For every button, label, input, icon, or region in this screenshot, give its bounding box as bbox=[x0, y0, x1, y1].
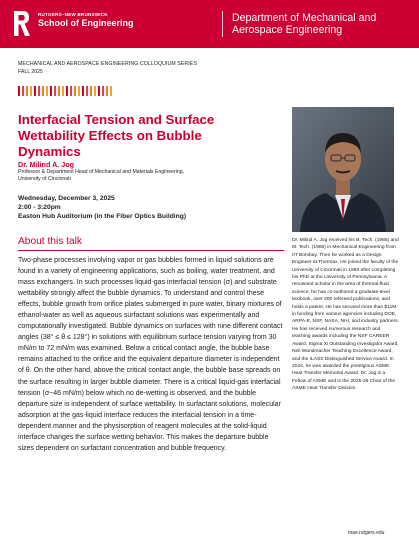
university-line: RUTGERS–NEW BRUNSWICK bbox=[38, 12, 108, 17]
school-line: School of Engineering bbox=[38, 17, 134, 28]
decor-bar bbox=[34, 86, 36, 96]
footer-url[interactable]: mae.rutgers.edu bbox=[348, 530, 385, 536]
decor-bar bbox=[98, 86, 100, 96]
event-date: Wednesday, December 3, 2025 bbox=[18, 195, 115, 202]
event-time: 2:00 - 3:20pm bbox=[18, 203, 61, 211]
decor-bar bbox=[110, 86, 112, 96]
decor-bar bbox=[62, 86, 64, 96]
department-name bbox=[232, 12, 376, 36]
decor-bar bbox=[50, 86, 52, 96]
speaker-bio: Dr. Milind A. Jog received his B. Tech. (1985) and M. Tech. (1986) in Mechanical Engineering from IIT Bombay. Then he worked as a Design Engineer at Thermax. He joined the faculty of the University of Cincinnati in 1993 after completing his PhD at the University of Pennsylvania. A renowned scholar in the area of thermal-fluid science, he has co-authored a graduate-level textbook, over 200 refereed publications, and holds a patent. He has secured more than $11M in funding from various agencies including DOE, ARPA-E, NSF, NASA, NIH, and industry partners. He has received numerous research and teaching awards including the NSF CAREER Award, Sigma Xi Outstanding Investigator Award, Neil Wandmacher Teaching Excellence Award, and the ILASS Distinguished Service Award. In 2024, he was awarded the prestigious ASME Heat Transfer Memorial Award. Dr. Jog is a Fellow of ASME and is the 2025-26 Chair of the ASME Heat Transfer Division. bbox=[292, 238, 399, 392]
about-body: Two-phase processes involving vapor or gas bubbles formed in liquid solutions are found in a variety of engineering applications, such as boiling, water treatment, and mass exchangers. In such processes liquid-gas interfacial tension (σ) and substrate wettability strongly affect the bubble dynamics. To understand and control these effects, bubble growth from orifice plates submerged in pure water, binary mixtures of ethanol-water as well as aqueous surfactant solutions was experimentally and computationally investigated. Bubble dynamics on surfaces with nine different contact angles (38° ≤ θ ≤ 128°) in solutions with equilibrium surface tension varying from 30 mN/m to 72 mN/m was examined. Below a critical contact angle, the bubble base remains attached to the orifice and the equivalent departure diameter is independent of θ. On the other hand, above the critical contact angle, the bubble base spreads on the surface resulting in larger bubble diameter. There is a critical liquid-gas interfacial tension (σ~46 mN/m) below which no de-wetting is observed, and the bubble departure size is independent of surface wettability. In surfactant solutions, molecular adsorption at the gas-liquid interface reduces the interfacial tension in a time-dependent manner and the physisorption of reagent molecules at the solid-liquid interface changes the surface wetting behavior. This makes the departure bubble sizes dependent on surfactant concentration and bubble frequency. bbox=[18, 257, 283, 452]
header-divider bbox=[222, 11, 223, 37]
header-banner bbox=[0, 0, 419, 48]
about-heading: About this talk bbox=[18, 236, 82, 247]
talk-title-line-2: Wettability Effects on Bubble bbox=[18, 128, 202, 143]
decor-bar bbox=[78, 86, 80, 96]
talk-title bbox=[18, 112, 268, 160]
decor-bar bbox=[70, 86, 72, 96]
speaker-name: Dr. Milind A. Jog bbox=[18, 160, 75, 169]
decor-bar bbox=[46, 86, 48, 96]
school-wordmark bbox=[38, 13, 134, 28]
department-line-1: Department of Mechanical and bbox=[232, 12, 377, 24]
affiliation-line-2: University of Cincinnati bbox=[18, 176, 71, 182]
decor-bar bbox=[26, 86, 28, 96]
talk-title-line-3: Dynamics bbox=[18, 144, 81, 159]
decor-bar bbox=[42, 86, 44, 96]
decor-bar bbox=[18, 86, 20, 96]
decor-bar bbox=[94, 86, 96, 96]
decor-bar bbox=[66, 86, 68, 96]
affiliation-line-1: Professor & Department Head of Mechanical and Materials Engineering, bbox=[18, 169, 185, 175]
speaker-affiliation bbox=[18, 169, 268, 183]
department-line-2: Aerospace Engineering bbox=[232, 24, 343, 36]
term-label: FALL 2025 bbox=[18, 69, 43, 75]
decor-bar bbox=[74, 86, 76, 96]
rutgers-r-logo-icon bbox=[12, 10, 32, 37]
decor-bar bbox=[86, 86, 88, 96]
colloquium-series: MECHANICAL AND AEROSPACE ENGINEERING COLLOQUIUM SERIES bbox=[18, 61, 197, 67]
about-divider bbox=[18, 250, 284, 251]
decor-bar bbox=[30, 86, 32, 96]
speaker-portrait-icon bbox=[292, 107, 394, 232]
decor-bar bbox=[54, 86, 56, 96]
event-details bbox=[18, 195, 186, 221]
event-location: Easton Hub Auditorium (in the Fiber Optics Building) bbox=[18, 212, 187, 220]
talk-title-line-1: Interfacial Tension and Surface bbox=[18, 112, 215, 127]
decor-bar bbox=[38, 86, 40, 96]
decor-bar bbox=[102, 86, 104, 96]
decorative-color-bars bbox=[18, 86, 112, 96]
decor-bar bbox=[106, 86, 108, 96]
decor-bar bbox=[58, 86, 60, 96]
decor-bar bbox=[90, 86, 92, 96]
speaker-photo bbox=[292, 107, 394, 232]
decor-bar bbox=[82, 86, 84, 96]
decor-bar bbox=[22, 86, 24, 96]
